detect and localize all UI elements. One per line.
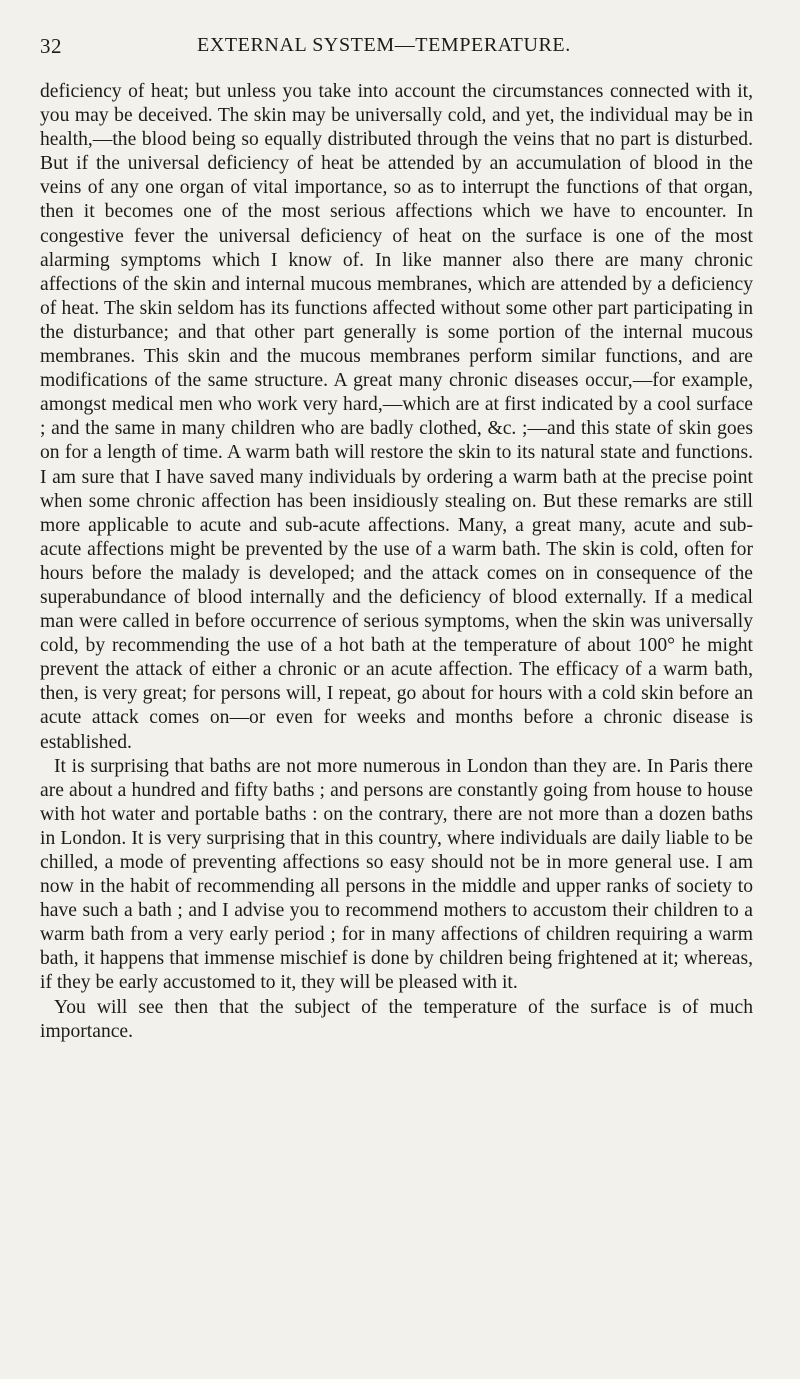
- running-title: EXTERNAL SYSTEM—TEMPERATURE.: [197, 34, 571, 56]
- body-text: [40, 80, 753, 1044]
- page-number: 32: [40, 34, 62, 58]
- paragraph: deficiency of heat; but unless you take into account the circumstances connected with it, you may be deceived. The skin may be universally cold, and yet, the individual may be in health,—the blood being so equally distributed through the veins that no part is disturbed. But if the universal deficiency of heat be attended by an accumulation of blood in the veins of any one organ of vital importance, so as to interrupt the functions of that organ, then it becomes one of the most serious affections which we have to encounter. In congestive fever the universal deficiency of heat on the surface is one of the most alarming symptoms which I know of. In like manner also there are many chronic affections of the skin and internal mucous membranes, which are attended by a deficiency of heat. The skin seldom has its functions affected without some other part participating in the disturbance; and that other part generally is some portion of the internal mucous membranes. This skin and the mucous membranes perform similar functions, and are modifications of the same structure. A great many chronic diseases occur,—for example, amongst medical men who work very hard,—which are at first indicated by a cool surface ; and the same in many children who are badly clothed, &c. ;—and this state of skin goes on for a length of time. A warm bath will restore the skin to its natural state and functions. I am sure that I have saved many individuals by ordering a warm bath at the precise point when some chronic affection has been insidiously stealing on. But these remarks are still more applicable to acute and sub-acute affections. Many, a great many, acute and sub-acute affections might be prevented by the use of a warm bath. The skin is cold, often for hours before the malady is developed; and the attack comes on in consequence of the superabundance of blood internally and the deficiency of blood externally. If a medical man were called in before occurrence of serious symptoms, when the skin was universally cold, by recommending the use of a hot bath at the temperature of about 100° he might prevent the attack of either a chronic or an acute affection. The efficacy of a warm bath, then, is very great; for persons will, I repeat, go about for hours with a cold skin before an acute attack comes on—or even for weeks and months before a chronic disease is established.: [40, 81, 753, 753]
- page-header: [40, 30, 753, 70]
- paragraph: It is surprising that baths are not more numerous in London than they are. In Paris there are about a hundred and fifty baths ; and persons are constantly going from house to house with hot water and portable baths : on the contrary, there are not more than a dozen baths in London. It is very surprising that in this country, where individuals are daily liable to be chilled, a mode of preventing affections so easy should not be in more general use. I am now in the habit of recommending all persons in the middle and upper ranks of society to have such a bath ; and I advise you to recommend mothers to accustom their children to a warm bath from a very early period ; for in many affections of children requiring a warm bath, it happens that immense mischief is done by children being frightened at it; whereas, if they be early accustomed to it, they will be pleased with it.: [40, 755, 753, 994]
- paragraph: You will see then that the subject of the temperature of the surface is of much importance.: [40, 996, 753, 1042]
